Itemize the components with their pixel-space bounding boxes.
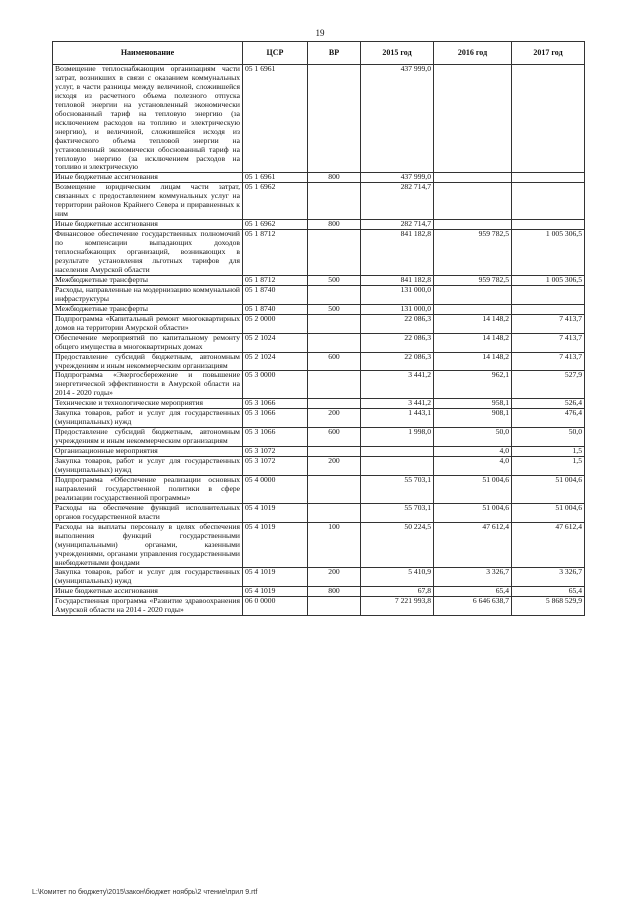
row-name: Финансовое обеспечение государственных полномочий по компенсации выпадающих доходов теплоснабжающих организаций, возникающих в результате установления льготных тарифов для населения Амурской области <box>53 230 243 276</box>
row-2015: 131 000,0 <box>361 285 434 304</box>
row-2016: 51 004,6 <box>434 503 512 522</box>
row-csr: 05 1 6961 <box>243 173 308 183</box>
row-2016: 962,1 <box>434 371 512 399</box>
row-vr: 200 <box>308 457 361 476</box>
row-vr <box>308 503 361 522</box>
row-csr: 05 2 1024 <box>243 352 308 371</box>
row-name: Подпрограмма «Капитальный ремонт многоквартирных домов на территории Амурской области» <box>53 314 243 333</box>
row-2016: 4,0 <box>434 447 512 457</box>
row-2015: 22 086,3 <box>361 333 434 352</box>
header-2015: 2015 год <box>361 42 434 65</box>
row-vr <box>308 597 361 616</box>
row-2017: 7 413,7 <box>512 333 585 352</box>
row-2016: 958,1 <box>434 399 512 409</box>
row-2015: 5 410,9 <box>361 568 434 587</box>
row-2016: 908,1 <box>434 409 512 428</box>
row-name: Предоставление субсидий бюджетным, автономным учреждениям и иным некоммерческим организациям <box>53 352 243 371</box>
row-2016: 4,0 <box>434 457 512 476</box>
table-row <box>53 568 585 587</box>
row-2017: 51 004,6 <box>512 475 585 503</box>
row-2016: 959 782,5 <box>434 230 512 276</box>
row-vr <box>308 333 361 352</box>
row-2015: 437 999,0 <box>361 173 434 183</box>
row-2017: 1 005 306,5 <box>512 275 585 285</box>
row-csr: 05 4 1019 <box>243 503 308 522</box>
row-2015: 437 999,0 <box>361 65 434 173</box>
row-vr <box>308 183 361 220</box>
row-2016 <box>434 220 512 230</box>
row-2015: 3 441,2 <box>361 399 434 409</box>
row-vr <box>308 230 361 276</box>
header-csr: ЦСР <box>243 42 308 65</box>
table-row <box>53 275 585 285</box>
row-2017: 50,0 <box>512 428 585 447</box>
row-vr <box>308 285 361 304</box>
row-2016: 47 612,4 <box>434 522 512 568</box>
table-row <box>53 475 585 503</box>
row-2017: 526,4 <box>512 399 585 409</box>
row-2017: 51 004,6 <box>512 503 585 522</box>
row-2015: 841 182,8 <box>361 275 434 285</box>
row-name: Технические и технологические мероприятия <box>53 399 243 409</box>
row-2015: 131 000,0 <box>361 304 434 314</box>
table-row <box>53 314 585 333</box>
row-2017: 47 612,4 <box>512 522 585 568</box>
row-2016 <box>434 173 512 183</box>
row-2015: 282 714,7 <box>361 220 434 230</box>
row-csr: 05 1 8740 <box>243 304 308 314</box>
row-csr: 05 1 8740 <box>243 285 308 304</box>
row-2017: 527,9 <box>512 371 585 399</box>
row-vr: 800 <box>308 220 361 230</box>
row-name: Расходы, направленные на модернизацию коммунальной инфраструктуры <box>53 285 243 304</box>
row-vr: 100 <box>308 522 361 568</box>
row-2017: 65,4 <box>512 587 585 597</box>
row-2015: 1 443,1 <box>361 409 434 428</box>
table-row <box>53 230 585 276</box>
table-row <box>53 457 585 476</box>
row-2016: 14 148,2 <box>434 352 512 371</box>
row-csr: 05 1 6962 <box>243 220 308 230</box>
row-2017 <box>512 65 585 173</box>
row-2015: 67,8 <box>361 587 434 597</box>
row-2015: 50 224,5 <box>361 522 434 568</box>
table-row <box>53 183 585 220</box>
table-row <box>53 285 585 304</box>
row-2016 <box>434 304 512 314</box>
row-csr: 05 3 0000 <box>243 371 308 399</box>
row-2015: 1 998,0 <box>361 428 434 447</box>
row-name: Иные бюджетные ассигнования <box>53 220 243 230</box>
table-row <box>53 522 585 568</box>
table-row <box>53 352 585 371</box>
row-2016: 50,0 <box>434 428 512 447</box>
row-csr: 05 2 0000 <box>243 314 308 333</box>
table-row <box>53 409 585 428</box>
row-vr: 600 <box>308 352 361 371</box>
row-vr: 600 <box>308 428 361 447</box>
row-csr: 05 3 1066 <box>243 399 308 409</box>
row-vr: 200 <box>308 409 361 428</box>
row-name: Возмещение юридическим лицам части затрат, связанных с предоставлением коммунальных услуг на территории районов Крайнего Севера и приравненных к ним <box>53 183 243 220</box>
row-2017: 3 326,7 <box>512 568 585 587</box>
row-2015: 841 182,8 <box>361 230 434 276</box>
row-name: Межбюджетные трансферты <box>53 304 243 314</box>
table-row <box>53 173 585 183</box>
table-body <box>53 65 585 616</box>
header-2016: 2016 год <box>434 42 512 65</box>
row-name: Закупка товаров, работ и услуг для государственных (муниципальных) нужд <box>53 409 243 428</box>
row-2017 <box>512 285 585 304</box>
table-row <box>53 333 585 352</box>
budget-table <box>52 41 585 616</box>
row-2015: 22 086,3 <box>361 352 434 371</box>
row-2016: 959 782,5 <box>434 275 512 285</box>
row-2017 <box>512 304 585 314</box>
header-2017: 2017 год <box>512 42 585 65</box>
page-number: 19 <box>315 28 325 38</box>
row-2017 <box>512 220 585 230</box>
table-header-row <box>53 42 585 65</box>
row-vr: 200 <box>308 568 361 587</box>
row-2015: 22 086,3 <box>361 314 434 333</box>
table-row <box>53 304 585 314</box>
row-2016: 6 646 638,7 <box>434 597 512 616</box>
row-2016: 14 148,2 <box>434 314 512 333</box>
row-2017: 1,5 <box>512 457 585 476</box>
row-csr: 05 3 1072 <box>243 447 308 457</box>
row-name: Расходы на выплаты персоналу в целях обеспечения выполнения функций государственными (муниципальными) органами, казенными учреждениями, органами управления государственными внебюджетными фондами <box>53 522 243 568</box>
row-name: Подпрограмма «Энергосбережение и повышение энергетической эффективности в Амурской области на 2014 - 2020 годы» <box>53 371 243 399</box>
table-row <box>53 65 585 173</box>
row-name: Иные бюджетные ассигнования <box>53 173 243 183</box>
row-2017 <box>512 173 585 183</box>
table-row <box>53 371 585 399</box>
table-row <box>53 220 585 230</box>
row-name: Государственная программа «Развитие здравоохранения Амурской области на 2014 - 2020 годы» <box>53 597 243 616</box>
row-vr: 800 <box>308 173 361 183</box>
row-name: Организационные мероприятия <box>53 447 243 457</box>
row-vr <box>308 447 361 457</box>
row-vr <box>308 314 361 333</box>
table-row <box>53 503 585 522</box>
row-2015: 55 703,1 <box>361 503 434 522</box>
footer-file-path: L:\Комитет по бюджету\2015\закон\бюджет ноябрь\2 чтение\прил 9.rtf <box>32 889 258 896</box>
row-csr: 05 1 6961 <box>243 65 308 173</box>
table-row <box>53 587 585 597</box>
row-2017: 476,4 <box>512 409 585 428</box>
row-vr: 800 <box>308 587 361 597</box>
row-2017: 5 868 529,9 <box>512 597 585 616</box>
row-2016: 3 326,7 <box>434 568 512 587</box>
row-2017: 1,5 <box>512 447 585 457</box>
row-2015: 282 714,7 <box>361 183 434 220</box>
row-vr <box>308 65 361 173</box>
row-2016 <box>434 285 512 304</box>
row-csr: 05 3 1066 <box>243 428 308 447</box>
row-2017 <box>512 183 585 220</box>
row-name: Межбюджетные трансферты <box>53 275 243 285</box>
row-2015: 3 441,2 <box>361 371 434 399</box>
row-csr: 05 3 1066 <box>243 409 308 428</box>
row-name: Закупка товаров, работ и услуг для государственных (муниципальных) нужд <box>53 457 243 476</box>
row-vr <box>308 399 361 409</box>
row-csr: 05 4 1019 <box>243 587 308 597</box>
row-name: Обеспечение мероприятий по капитальному ремонту общего имущества в многоквартирных домах <box>53 333 243 352</box>
table-row <box>53 399 585 409</box>
row-2015: 7 221 993,8 <box>361 597 434 616</box>
row-vr: 500 <box>308 275 361 285</box>
header-vr: ВР <box>308 42 361 65</box>
row-csr: 05 1 8712 <box>243 275 308 285</box>
row-csr: 05 1 6962 <box>243 183 308 220</box>
table-row <box>53 597 585 616</box>
row-name: Расходы на обеспечение функций исполнительных органов государственной власти <box>53 503 243 522</box>
row-vr <box>308 475 361 503</box>
row-2016: 51 004,6 <box>434 475 512 503</box>
row-csr: 05 4 1019 <box>243 568 308 587</box>
row-2016: 65,4 <box>434 587 512 597</box>
row-2016 <box>434 183 512 220</box>
row-vr <box>308 371 361 399</box>
row-csr: 05 4 0000 <box>243 475 308 503</box>
row-2015 <box>361 447 434 457</box>
row-2017: 1 005 306,5 <box>512 230 585 276</box>
row-name: Возмещение теплоснабжающим организациям части затрат, возникших в связи с оказанием коммунальных услуг, в части разницы между величиной, сложившейся исходя из расчетного объема полезного отпуска тепловой энергии на установленный экономически обоснованный тариф на тепловую энергию (за исключением расходов на топливо и электрическую энергию), и величиной, сложившейся исходя из фактического объема тепловой энергии на установленный экономически обоснованный тариф на тепловую энергию (за исключением расходов на топливо и электрическую <box>53 65 243 173</box>
table-row <box>53 447 585 457</box>
row-2017: 7 413,7 <box>512 352 585 371</box>
row-name: Предоставление субсидий бюджетным, автономным учреждениям и иным некоммерческим организациям <box>53 428 243 447</box>
row-csr: 06 0 0000 <box>243 597 308 616</box>
row-2017: 7 413,7 <box>512 314 585 333</box>
row-name: Иные бюджетные ассигнования <box>53 587 243 597</box>
row-csr: 05 4 1019 <box>243 522 308 568</box>
row-csr: 05 3 1072 <box>243 457 308 476</box>
row-2016: 14 148,2 <box>434 333 512 352</box>
header-name: Наименование <box>53 42 243 65</box>
row-csr: 05 2 1024 <box>243 333 308 352</box>
row-csr: 05 1 8712 <box>243 230 308 276</box>
row-vr: 500 <box>308 304 361 314</box>
row-2015 <box>361 457 434 476</box>
table-row <box>53 428 585 447</box>
row-2015: 55 703,1 <box>361 475 434 503</box>
row-2016 <box>434 65 512 173</box>
row-name: Закупка товаров, работ и услуг для государственных (муниципальных) нужд <box>53 568 243 587</box>
row-name: Подпрограмма «Обеспечение реализации основных направлений государственной политики в сфере реализации государственной программы» <box>53 475 243 503</box>
